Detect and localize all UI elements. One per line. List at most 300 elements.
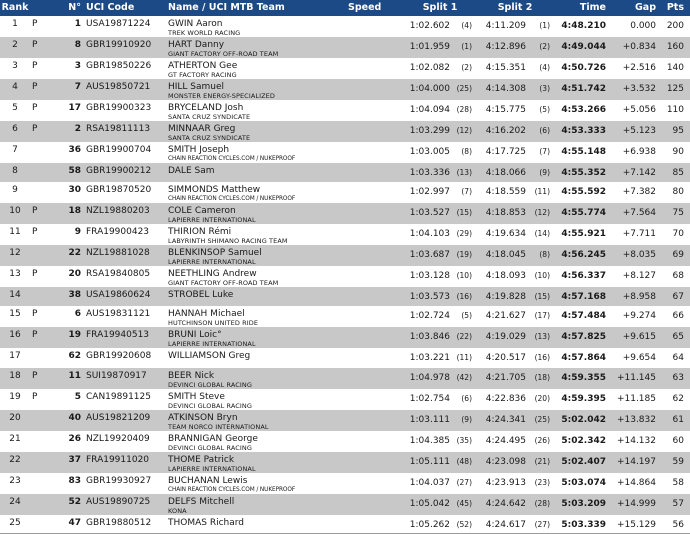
gap-cell: +7.564	[622, 208, 656, 219]
name-team-cell	[168, 368, 348, 389]
bib-number-cell: 62	[68, 351, 81, 362]
gap-cell: +14.864	[616, 477, 656, 488]
gap-cell: +9.615	[622, 332, 656, 343]
split2-cell: 4:18.093	[485, 271, 526, 282]
bib-number-cell: 40	[68, 412, 81, 423]
points-cell: 60	[672, 435, 684, 446]
speed-cell	[348, 452, 404, 473]
rider-team: SANTA CRUZ SYNDICATE	[168, 113, 251, 121]
split1-rank-cell: (15)	[456, 208, 472, 218]
rank-cell: 5	[12, 103, 18, 113]
gap-cell: +3.532	[622, 84, 656, 94]
split1-rank-cell: (1)	[461, 42, 472, 51]
split2-rank-cell: (11)	[534, 187, 550, 197]
rider-name[interactable]: STROBEL Luke	[168, 290, 234, 301]
name-team-cell	[168, 224, 348, 245]
uci-code-cell: SUI19870917	[86, 370, 147, 381]
split1-rank-cell: (16)	[456, 292, 472, 302]
rider-name[interactable]: MINNAAR Greg	[168, 124, 236, 134]
points-cell: 67	[672, 292, 684, 303]
bib-number-cell: 2	[74, 124, 81, 134]
gap-cell: +14.197	[616, 456, 656, 467]
split1-cell: 1:02.724	[409, 311, 450, 322]
time-cell: 4:53.266	[561, 105, 606, 115]
results-body	[0, 16, 690, 534]
header-gap[interactable]: Gap	[634, 2, 656, 13]
name-team-cell	[168, 410, 348, 431]
rider-name[interactable]: SIMMONDS Matthew	[168, 185, 261, 196]
speed-cell	[348, 473, 404, 494]
uci-code-cell: NZL19880203	[86, 206, 150, 217]
split2-cell: 4:23.098	[485, 456, 526, 467]
rider-team: DEVINCI GLOBAL RACING	[168, 380, 253, 389]
table-row	[0, 473, 690, 494]
rank-cell: 11	[9, 227, 21, 238]
bib-number-cell: 26	[68, 433, 81, 444]
header-split2[interactable]: Split 2	[497, 2, 533, 13]
p-cell: P	[32, 309, 38, 320]
name-team-cell	[168, 142, 348, 163]
gap-cell: 0.000	[630, 21, 656, 31]
split2-rank-cell: (10)	[534, 271, 550, 281]
bib-number-cell: 17	[68, 103, 81, 113]
rank-cell: 21	[9, 433, 21, 444]
rider-team: GIANT FACTORY OFF-ROAD TEAM	[168, 50, 279, 58]
time-cell: 4:49.044	[561, 42, 606, 52]
table-row	[0, 306, 690, 327]
rank-cell: 13	[9, 269, 21, 280]
p-cell	[30, 142, 56, 163]
split2-cell: 4:19.029	[485, 332, 526, 343]
gap-cell: +14.999	[616, 498, 656, 509]
split1-rank-cell: (11)	[456, 353, 472, 363]
name-team-cell	[168, 348, 348, 367]
points-cell: 58	[672, 477, 684, 488]
time-cell: 4:48.210	[561, 21, 606, 31]
split1-rank-cell: (4)	[461, 21, 472, 30]
split1-rank-cell: (7)	[461, 187, 472, 197]
rider-name[interactable]: THOME Patrick	[168, 454, 235, 465]
header-uci-code[interactable]: UCI Code	[86, 2, 135, 13]
header-name-team[interactable]: Name / UCI MTB Team	[168, 2, 285, 13]
time-cell: 4:59.355	[561, 372, 606, 383]
bib-number-cell: 7	[74, 82, 81, 92]
rider-team: KONA	[168, 506, 187, 515]
gap-cell: +13.832	[616, 414, 656, 425]
header-split1[interactable]: Split 1	[422, 2, 458, 13]
p-cell: P	[32, 103, 38, 113]
split2-rank-cell: (2)	[539, 42, 550, 51]
rider-name[interactable]: NEETHLING Andrew	[168, 269, 257, 280]
split2-rank-cell: (13)	[534, 332, 550, 342]
speed-cell	[348, 287, 404, 306]
time-cell: 4:51.742	[561, 84, 606, 94]
uci-code-cell: FRA19940513	[86, 330, 150, 341]
points-cell: 66	[672, 311, 684, 322]
rider-name[interactable]: GWIN Aaron	[168, 19, 223, 29]
split1-rank-cell: (22)	[456, 332, 472, 342]
p-cell: P	[32, 19, 38, 29]
uci-code-cell: GBR19850226	[86, 61, 152, 71]
time-cell: 4:57.168	[561, 292, 606, 303]
split2-rank-cell: (20)	[534, 393, 550, 403]
name-team-cell	[168, 287, 348, 306]
rank-cell: 18	[9, 370, 21, 381]
gap-cell: +0.834	[622, 42, 656, 52]
rank-cell: 19	[9, 391, 21, 402]
rider-team: HUTCHINSON UNITED RIDE	[168, 319, 259, 328]
split2-rank-cell: (12)	[534, 208, 550, 218]
rider-name[interactable]: COLE Cameron	[168, 206, 236, 217]
rider-team: LAPIERRE INTERNATIONAL	[168, 216, 256, 225]
split2-cell: 4:15.351	[485, 63, 526, 73]
split1-cell: 1:04.385	[409, 435, 450, 446]
rider-name[interactable]: DELFS Mitchell	[168, 496, 235, 507]
rank-cell: 1	[12, 19, 18, 29]
name-team-cell	[168, 515, 348, 534]
split2-cell: 4:24.642	[485, 498, 526, 509]
split1-cell: 1:03.128	[409, 271, 450, 282]
split1-rank-cell: (5)	[461, 311, 472, 321]
rider-name[interactable]: BLENKINSOP Samuel	[168, 248, 262, 259]
split1-rank-cell: (19)	[456, 250, 472, 260]
split2-cell: 4:12.896	[485, 42, 526, 52]
uci-code-cell: FRA19911020	[86, 454, 150, 465]
speed-cell	[348, 266, 404, 287]
split1-cell: 1:01.959	[409, 42, 450, 52]
time-cell: 4:57.864	[561, 353, 606, 364]
p-cell: P	[32, 82, 38, 92]
split1-cell: 1:04.000	[409, 84, 450, 94]
split2-cell: 4:24.617	[485, 519, 526, 530]
bib-number-cell: 47	[68, 517, 81, 528]
uci-code-cell: NZL19881028	[86, 248, 150, 259]
uci-code-cell: GBR19930927	[86, 475, 152, 486]
name-team-cell	[168, 473, 348, 494]
rider-name[interactable]: HILL Samuel	[168, 82, 225, 92]
gap-cell: +7.711	[622, 229, 656, 240]
uci-code-cell: GBR19870520	[86, 185, 152, 196]
split2-rank-cell: (16)	[534, 353, 550, 363]
table-row	[0, 410, 690, 431]
split2-rank-cell: (8)	[539, 250, 550, 260]
rank-cell: 14	[9, 290, 21, 301]
split1-cell: 1:03.573	[409, 292, 450, 303]
speed-cell	[348, 182, 404, 203]
split1-cell: 1:03.005	[409, 147, 450, 157]
points-cell: 56	[672, 519, 684, 530]
split1-cell: 1:02.754	[409, 393, 450, 404]
time-cell: 4:57.825	[561, 332, 606, 343]
split1-cell: 1:05.111	[409, 456, 450, 467]
uci-code-cell: AUS19831121	[86, 309, 151, 320]
gap-cell: +11.185	[616, 393, 656, 404]
speed-cell	[348, 306, 404, 327]
uci-code-cell: USA19860624	[86, 290, 151, 301]
rank-cell: 20	[9, 412, 21, 423]
split1-cell: 1:03.527	[409, 208, 450, 219]
bib-number-cell: 11	[68, 370, 81, 381]
table-row	[0, 182, 690, 203]
speed-cell	[348, 327, 404, 348]
p-cell	[30, 494, 56, 515]
gap-cell: +15.129	[616, 519, 656, 530]
header-p	[30, 0, 56, 16]
rider-team: SANTA CRUZ SYNDICATE	[168, 134, 251, 142]
rank-cell: 25	[9, 517, 21, 528]
gap-cell: +11.145	[616, 372, 656, 383]
p-cell	[30, 287, 56, 306]
uci-code-cell: NZL19920409	[86, 433, 150, 444]
name-team-cell	[168, 79, 348, 100]
speed-cell	[348, 245, 404, 266]
split2-rank-cell: (7)	[539, 147, 550, 156]
uci-code-cell: GBR19900212	[86, 166, 152, 176]
header-rank[interactable]: Rank	[1, 2, 29, 13]
points-cell: 62	[672, 393, 684, 404]
table-row	[0, 37, 690, 58]
rider-name[interactable]: BRUNI Loic°	[168, 330, 222, 341]
uci-code-cell: GBR19910920	[86, 40, 152, 50]
table-row	[0, 327, 690, 348]
points-cell: 125	[666, 84, 684, 94]
split2-rank-cell: (25)	[534, 414, 550, 424]
header-time[interactable]: Time	[579, 2, 606, 13]
uci-code-cell: GBR19900704	[86, 145, 152, 155]
table-row	[0, 58, 690, 79]
bib-number-cell: 22	[68, 248, 81, 259]
name-team-cell	[168, 100, 348, 121]
rider-name[interactable]: HANNAH Michael	[168, 309, 245, 320]
header-pts[interactable]: Pts	[666, 2, 684, 13]
points-cell: 80	[672, 187, 684, 198]
split2-rank-cell: (15)	[534, 292, 550, 302]
split1-cell: 1:02.082	[409, 63, 450, 73]
name-team-cell	[168, 266, 348, 287]
points-cell: 95	[672, 126, 684, 136]
table-row	[0, 452, 690, 473]
p-cell	[30, 473, 56, 494]
rider-team: GT FACTORY RACING	[168, 71, 237, 79]
split1-rank-cell: (2)	[461, 63, 472, 72]
split2-cell: 4:24.495	[485, 435, 526, 446]
name-team-cell	[168, 163, 348, 182]
table-row	[0, 163, 690, 182]
gap-cell: +8.035	[622, 250, 656, 261]
rider-name[interactable]: HART Danny	[168, 40, 225, 50]
split1-rank-cell: (6)	[461, 393, 472, 403]
p-cell: P	[32, 61, 38, 71]
bib-number-cell: 6	[74, 309, 81, 320]
name-team-cell	[168, 327, 348, 348]
table-row	[0, 348, 690, 367]
time-cell: 5:03.074	[561, 477, 606, 488]
speed-cell	[348, 368, 404, 389]
bib-number-cell: 58	[68, 166, 81, 176]
rank-cell: 3	[12, 61, 18, 71]
split2-rank-cell: (17)	[534, 311, 550, 321]
header-number[interactable]: N°	[68, 2, 81, 13]
p-cell: P	[32, 391, 38, 402]
bib-number-cell: 5	[74, 391, 81, 402]
split1-cell: 1:02.997	[409, 187, 450, 198]
points-cell: 160	[666, 42, 684, 52]
split1-rank-cell: (12)	[456, 126, 472, 135]
name-team-cell	[168, 452, 348, 473]
split2-cell: 4:14.308	[485, 84, 526, 94]
split2-cell: 4:19.828	[485, 292, 526, 303]
table-row	[0, 515, 690, 534]
time-cell: 4:55.774	[561, 208, 606, 219]
rider-name[interactable]: BEER Nick	[168, 370, 215, 381]
speed-cell	[348, 58, 404, 79]
name-team-cell	[168, 494, 348, 515]
points-cell: 200	[666, 21, 684, 31]
split2-rank-cell: (18)	[534, 372, 550, 382]
points-cell: 140	[666, 63, 684, 73]
rider-name[interactable]: ATKINSON Bryn	[168, 412, 238, 423]
rider-name[interactable]: ATHERTON Gee	[168, 61, 238, 71]
rank-cell: 22	[9, 454, 21, 465]
p-cell	[30, 245, 56, 266]
split1-cell: 1:03.336	[409, 168, 450, 178]
rank-cell: 17	[9, 351, 21, 362]
gap-cell: +7.142	[622, 168, 656, 178]
split1-rank-cell: (28)	[456, 105, 472, 114]
rider-team: CHAIN REACTION CYCLES.COM / NUKEPROOF	[168, 196, 296, 203]
points-cell: 61	[672, 414, 684, 425]
table-row	[0, 121, 690, 142]
bib-number-cell: 37	[68, 454, 81, 465]
rider-name[interactable]: WILLIAMSON Greg	[168, 351, 251, 362]
bib-number-cell: 1	[74, 19, 81, 29]
rider-name[interactable]: DALE Sam	[168, 166, 215, 176]
gap-cell: +9.274	[622, 311, 656, 322]
split1-rank-cell: (25)	[456, 84, 472, 93]
table-row	[0, 266, 690, 287]
split2-rank-cell: (3)	[539, 84, 550, 93]
time-cell: 5:02.342	[561, 435, 606, 446]
table-row	[0, 389, 690, 410]
p-cell: P	[32, 269, 38, 280]
name-team-cell	[168, 16, 348, 37]
split1-rank-cell: (10)	[456, 271, 472, 281]
time-cell: 4:55.148	[561, 147, 606, 157]
bib-number-cell: 18	[68, 206, 81, 217]
speed-cell	[348, 494, 404, 515]
rank-cell: 4	[12, 82, 18, 92]
header-speed[interactable]: Speed	[348, 2, 382, 13]
p-cell	[30, 515, 56, 534]
uci-code-cell: GBR19920608	[86, 351, 152, 362]
split2-rank-cell: (27)	[534, 519, 550, 529]
gap-cell: +8.958	[622, 292, 656, 303]
points-cell: 90	[672, 147, 684, 157]
speed-cell	[348, 37, 404, 58]
p-cell: P	[32, 124, 38, 134]
rider-team: CHAIN REACTION CYCLES.COM / NUKEPROOF	[168, 486, 296, 493]
split1-rank-cell: (29)	[456, 229, 472, 239]
speed-cell	[348, 389, 404, 410]
speed-cell	[348, 410, 404, 431]
split1-rank-cell: (13)	[456, 168, 472, 177]
bib-number-cell: 19	[68, 330, 81, 341]
points-cell: 57	[672, 498, 684, 509]
rider-name[interactable]: BRYCELAND Josh	[168, 103, 244, 113]
rank-cell: 16	[9, 330, 21, 341]
split1-cell: 1:04.103	[409, 229, 450, 240]
gap-cell: +6.938	[622, 147, 656, 157]
split2-cell: 4:11.209	[485, 21, 526, 31]
rider-name[interactable]: THOMAS Richard	[168, 517, 245, 528]
name-team-cell	[168, 182, 348, 203]
gap-cell: +2.516	[622, 63, 656, 73]
split2-rank-cell: (5)	[539, 105, 550, 114]
split1-rank-cell: (35)	[456, 435, 472, 445]
rider-name[interactable]: SMITH Joseph	[168, 145, 230, 155]
table-row	[0, 287, 690, 306]
table-row	[0, 79, 690, 100]
uci-code-cell: AUS19821209	[86, 412, 151, 423]
rider-name[interactable]: BRANNIGAN George	[168, 433, 258, 444]
time-cell: 4:55.921	[561, 229, 606, 240]
split2-rank-cell: (6)	[539, 126, 550, 135]
split2-rank-cell: (9)	[539, 168, 550, 177]
rank-cell: 23	[9, 475, 21, 486]
speed-cell	[348, 203, 404, 224]
time-cell: 4:50.726	[561, 63, 606, 73]
rank-cell: 9	[12, 185, 18, 196]
split1-cell: 1:04.978	[409, 372, 450, 383]
p-cell: P	[32, 227, 38, 238]
speed-cell	[348, 515, 404, 534]
rider-team: DEVINCI GLOBAL RACING	[168, 401, 253, 410]
rider-team: CHAIN REACTION CYCLES.COM / NUKEPROOF	[168, 156, 296, 162]
rider-name[interactable]: BUCHANAN Lewis	[168, 475, 248, 486]
split1-cell: 1:03.687	[409, 250, 450, 261]
split2-cell: 4:20.517	[485, 353, 526, 364]
table-row	[0, 16, 690, 37]
name-team-cell	[168, 431, 348, 452]
split1-rank-cell: (48)	[456, 456, 472, 466]
p-cell: P	[32, 206, 38, 217]
split2-cell: 4:15.775	[485, 105, 526, 115]
rider-name[interactable]: THIRION Rémi	[168, 227, 232, 238]
rider-name[interactable]: SMITH Steve	[168, 391, 225, 402]
split2-cell: 4:23.913	[485, 477, 526, 488]
rider-team: LAPIERRE INTERNATIONAL	[168, 340, 256, 349]
table-row	[0, 368, 690, 389]
table-row	[0, 431, 690, 452]
split2-cell: 4:18.066	[485, 168, 526, 178]
name-team-cell	[168, 37, 348, 58]
time-cell: 4:56.245	[561, 250, 606, 261]
gap-cell: +5.123	[622, 126, 656, 136]
gap-cell: +5.056	[622, 105, 656, 115]
gap-cell: +9.654	[622, 353, 656, 364]
split1-rank-cell: (9)	[461, 414, 472, 424]
table-row	[0, 100, 690, 121]
bib-number-cell: 9	[74, 227, 81, 238]
rank-cell: 7	[12, 145, 18, 155]
split2-cell: 4:16.202	[485, 126, 526, 136]
points-cell: 65	[672, 332, 684, 343]
rank-cell: 2	[12, 40, 18, 50]
gap-cell: +7.382	[622, 187, 656, 198]
split2-cell: 4:24.341	[485, 414, 526, 425]
name-team-cell	[168, 306, 348, 327]
split2-rank-cell: (1)	[539, 21, 550, 30]
